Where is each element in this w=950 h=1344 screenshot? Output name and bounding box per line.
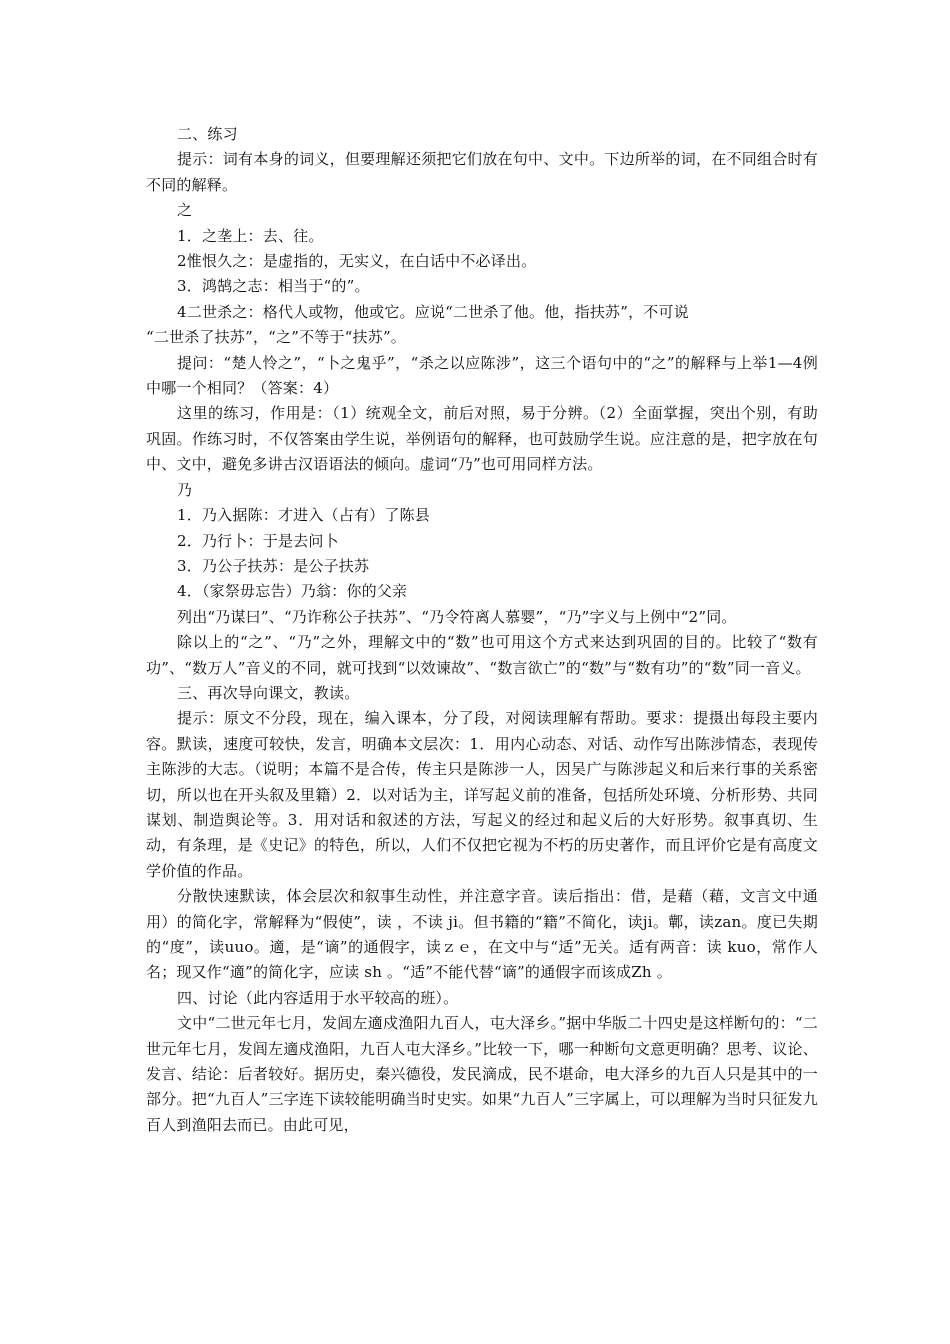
paragraph-nai-examples: 列出“乃谋曰”、“乃诈称公子扶苏”、“乃令符离人慕婴”，“乃”字义与上例中“2”同。 [177,607,737,626]
section-heading-exercise: 二、练习 [177,125,238,143]
paragraph-question: 提问：“楚人怜之”，“卜之鬼乎”，“杀之以应陈涉”，这三个语句中的“之”的解释与上举1—4例中哪一个相同？（答案：4） [146,353,818,398]
list-item: 4．（家祭毋忘告）乃翁：你的父亲 [177,582,408,601]
list-item: 2惟恨久之：是虚指的，无实义，在白话中不必译出。 [177,252,537,271]
list-item: 3．乃公子扶苏：是公子扶苏 [177,556,370,575]
list-item: 1．乃入据陈：才进入（占有）了陈县 [177,506,430,525]
paragraph-reading-hint: 提示：原文不分段，现在，编入课本，分了段，对阅读理解有帮助。要求：提摄出每段主要内容。默读，速度可较快，发言，明确本文层次：1．用内心动态、对话、动作写出陈涉情态，表现传主陈涉的大志。（说明；本篇不是合传，传主只是陈涉一人，因吴广与陈涉起义和后来行事的关系密切，所以也在开头叙及里籍）2．以对话为主，详写起义前的准备，包括所处环境、分析形势、共同谋划、制造舆论等。3．用对话和叙述的方法，写起义的经过和起义后的大好形势。叙事真切、生动，有条理，是《史记》的特色，所以，人们不仅把它视为不朽的历史著作，而且评价它是有高度文学价值的作品。 [146,709,818,880]
paragraph-pronunciation: 分散快速默读，体会层次和叙事生动性，并注意字音。读后指出：借，是藉（藉，文言文中通用）的简化字，常解释为“假使”，读 ，不读 ji。但书籍的“籍”不简化，读ji。鄿，读zan。度已失期的“度”，读uuo。適，是“谪”的通假字，读ｚｅ，在文中与“适”无关。适有两音：读 kuo，常作人名；现又作“適”的简化字，应读 sh 。“适”不能代替“谪”的通假字而该成Zh 。 [146,887,818,982]
list-item-continuation: “二世杀了扶苏”，“之”不等于“扶苏”。 [146,328,407,347]
paragraph-exercise-purpose: 这里的练习，作用是：（1）统观全文，前后对照，易于分辨。（2）全面掌握，突出个别，有助巩固。作练习时，不仅答案由学生说，举例语句的解释，也可鼓励学生说。应注意的是，把字放在句中、文中，避免多讲古汉语语法的倾向。虚词“乃”也可用同样方法。 [146,404,818,474]
paragraph-hint: 提示：词有本身的词义，但要理解还须把它们放在句中、文中。下边所举的词，在不同组合时有不同的解释。 [146,150,818,194]
word-heading-zhi: 之 [177,201,193,220]
list-item: 2．乃行卜：于是去问卜 [177,531,339,550]
list-item: 3．鸿鹄之志：相当于“的”。 [177,277,370,296]
paragraph-discussion: 文中“二世元年七月，发闾左適戍渔阳九百人，屯大泽乡。”据中华版二十四史是这样断句的：“二世元年七月，发闾左適戍渔阳，九百人屯大泽乡。”比较一下，哪一种断句文意更明确？思考、议论、发言、结论：后者较好。据历史，秦兴德役，发民滴成，民不堪命，电大泽乡的九百人只是其中的一部分。把“九百人”三字连下读较能明确当时史实。如果“九百人”三字属上，可以理解为当时只征发九百人到渔阳去而已。由此可见， [146,1014,818,1134]
document-page [146,122,818,1138]
list-item: 1．之垄上：去、往。 [177,226,324,245]
word-heading-nai: 乃 [177,480,193,499]
section-heading-reading: 三、再次导向课文，教读。 [177,683,360,702]
list-item: 4二世杀之：格代人或物，他或它。应说“二世杀了他。他，指扶苏”，不可说 [177,302,689,321]
section-heading-discussion: 四、讨论（此内容适用于水平较高的班）。 [177,988,459,1007]
paragraph-shu: 除以上的“之”、“乃”之外，理解文中的“数”也可用这个方式来达到巩固的目的。比较了“数有功”、“数万人”音义的不同，就可找到“以效谏故”、“数言欲亡”的“数”与“数有功”的“数”同一音义。 [146,633,818,677]
